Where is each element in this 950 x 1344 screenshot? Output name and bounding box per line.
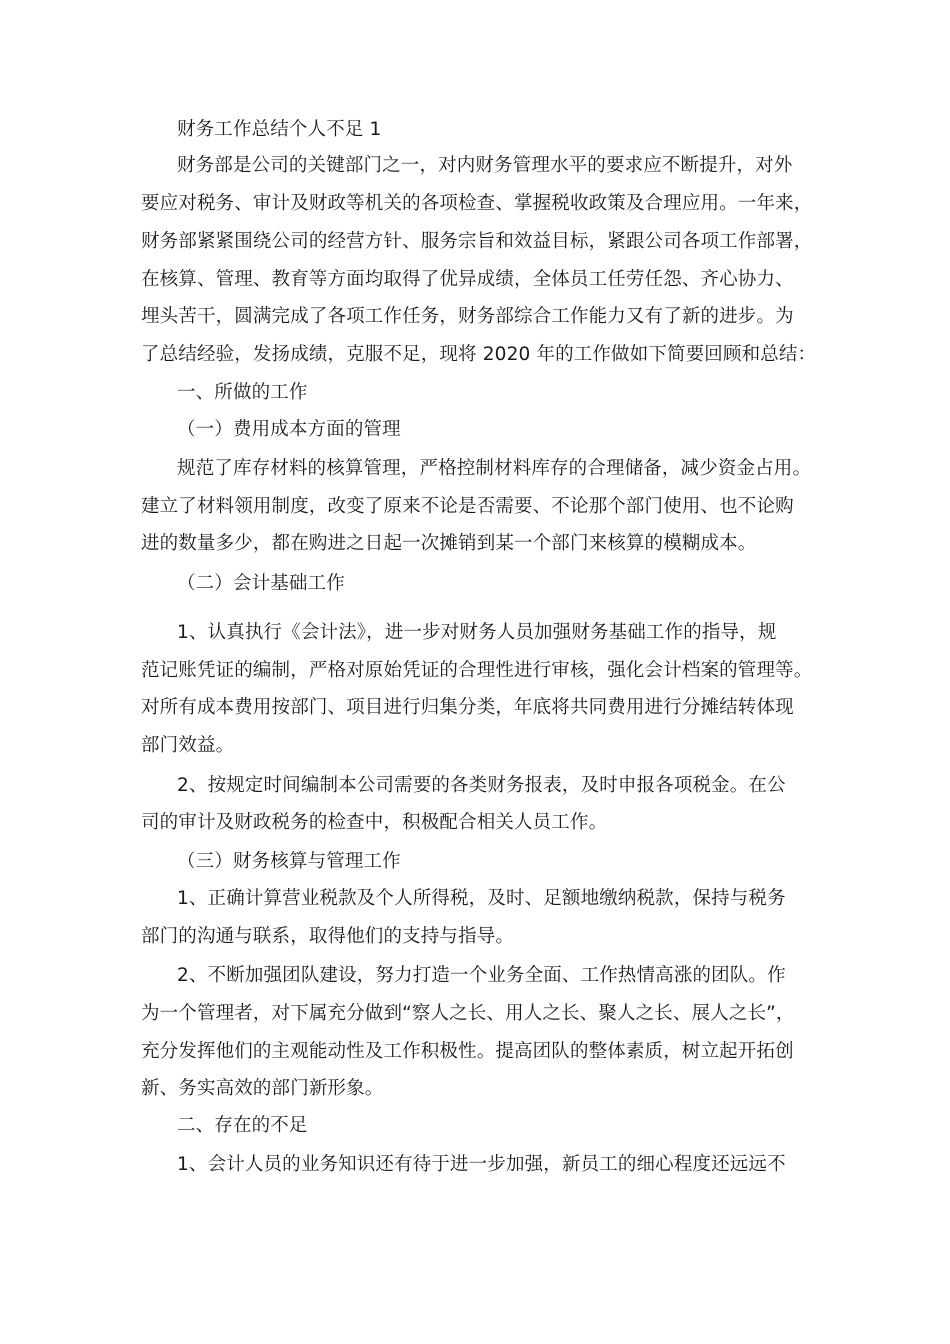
paragraph-line: 司的审计及财政税务的检查中，积极配合相关人员工作。 xyxy=(141,812,608,833)
paragraph-line: 部门效益。 xyxy=(141,735,235,756)
paragraph-line: 充分发挥他们的主观能动性及工作积极性。提高团队的整体素质，树立起开拓创 xyxy=(141,1041,794,1062)
paragraph-line: 要应对税务、审计及财政等机关的各项检查、掌握税收政策及合理应用。一年来， xyxy=(141,193,813,214)
section-heading: 一、所做的工作 xyxy=(177,382,308,403)
paragraph-line: 在核算、管理、教育等方面均取得了优异成绩，全体员工任劳任怨、齐心协力、 xyxy=(141,269,794,290)
section-heading: 二、存在的不足 xyxy=(177,1115,308,1136)
paragraph-line: 2、不断加强团队建设，努力打造一个业务全面、工作热情高涨的团队。作 xyxy=(177,965,786,986)
paragraph-line: 财务部是公司的关键部门之一，对内财务管理水平的要求应不断提升，对外 xyxy=(177,155,793,176)
paragraph-line: 了总结经验，发扬成绩，克服不足，现将 2020 年的工作做如下简要回顾和总结： xyxy=(141,344,817,365)
paragraph-line: 1、认真执行《会计法》，进一步对财务人员加强财务基础工作的指导，规 xyxy=(177,622,777,643)
paragraph-line: 范记账凭证的编制，严格对原始凭证的合理性进行审核，强化会计档案的管理等。 xyxy=(141,660,813,681)
subsection-heading: （一）费用成本方面的管理 xyxy=(177,419,401,440)
paragraph-line: 对所有成本费用按部门、项目进行归集分类，年底将共同费用进行分摊结转体现 xyxy=(141,697,794,718)
paragraph-line: 1、正确计算营业税款及个人所得税，及时、足额地缴纳税款，保持与税务 xyxy=(177,888,786,909)
paragraph-line: 建立了材料领用制度，改变了原来不论是否需要、不论那个部门使用、也不论购 xyxy=(141,496,794,517)
paragraph-line: 部门的沟通与联系，取得他们的支持与指导。 xyxy=(141,926,515,947)
subsection-heading: （三）财务核算与管理工作 xyxy=(177,851,401,872)
paragraph-line: 规范了库存材料的核算管理，严格控制材料库存的合理储备，减少资金占用。 xyxy=(177,458,812,479)
paragraph-line: 新、务实高效的部门新形象。 xyxy=(141,1078,384,1099)
paragraph-line: 进的数量多少，都在购进之日起一次摊销到某一个部门来核算的模糊成本。 xyxy=(141,533,757,554)
paragraph-line: 2、按规定时间编制本公司需要的各类财务报表，及时申报各项税金。在公 xyxy=(177,775,786,796)
paragraph-line: 埋头苦干，圆满完成了各项工作任务，财务部综合工作能力又有了新的进步。为 xyxy=(141,306,794,327)
subsection-heading: （二）会计基础工作 xyxy=(177,573,345,594)
paragraph-line: 1、会计人员的业务知识还有待于进一步加强，新员工的细心程度还远远不 xyxy=(177,1154,786,1175)
paragraph-line: 财务部紧紧围绕公司的经营方针、服务宗旨和效益目标，紧跟公司各项工作部署， xyxy=(141,231,813,252)
doc-title: 财务工作总结个人不足 1 xyxy=(177,119,382,140)
paragraph-line: 为一个管理者，对下属充分做到“察人之长、用人之长、聚人之长、展人之长”， xyxy=(141,1003,795,1024)
